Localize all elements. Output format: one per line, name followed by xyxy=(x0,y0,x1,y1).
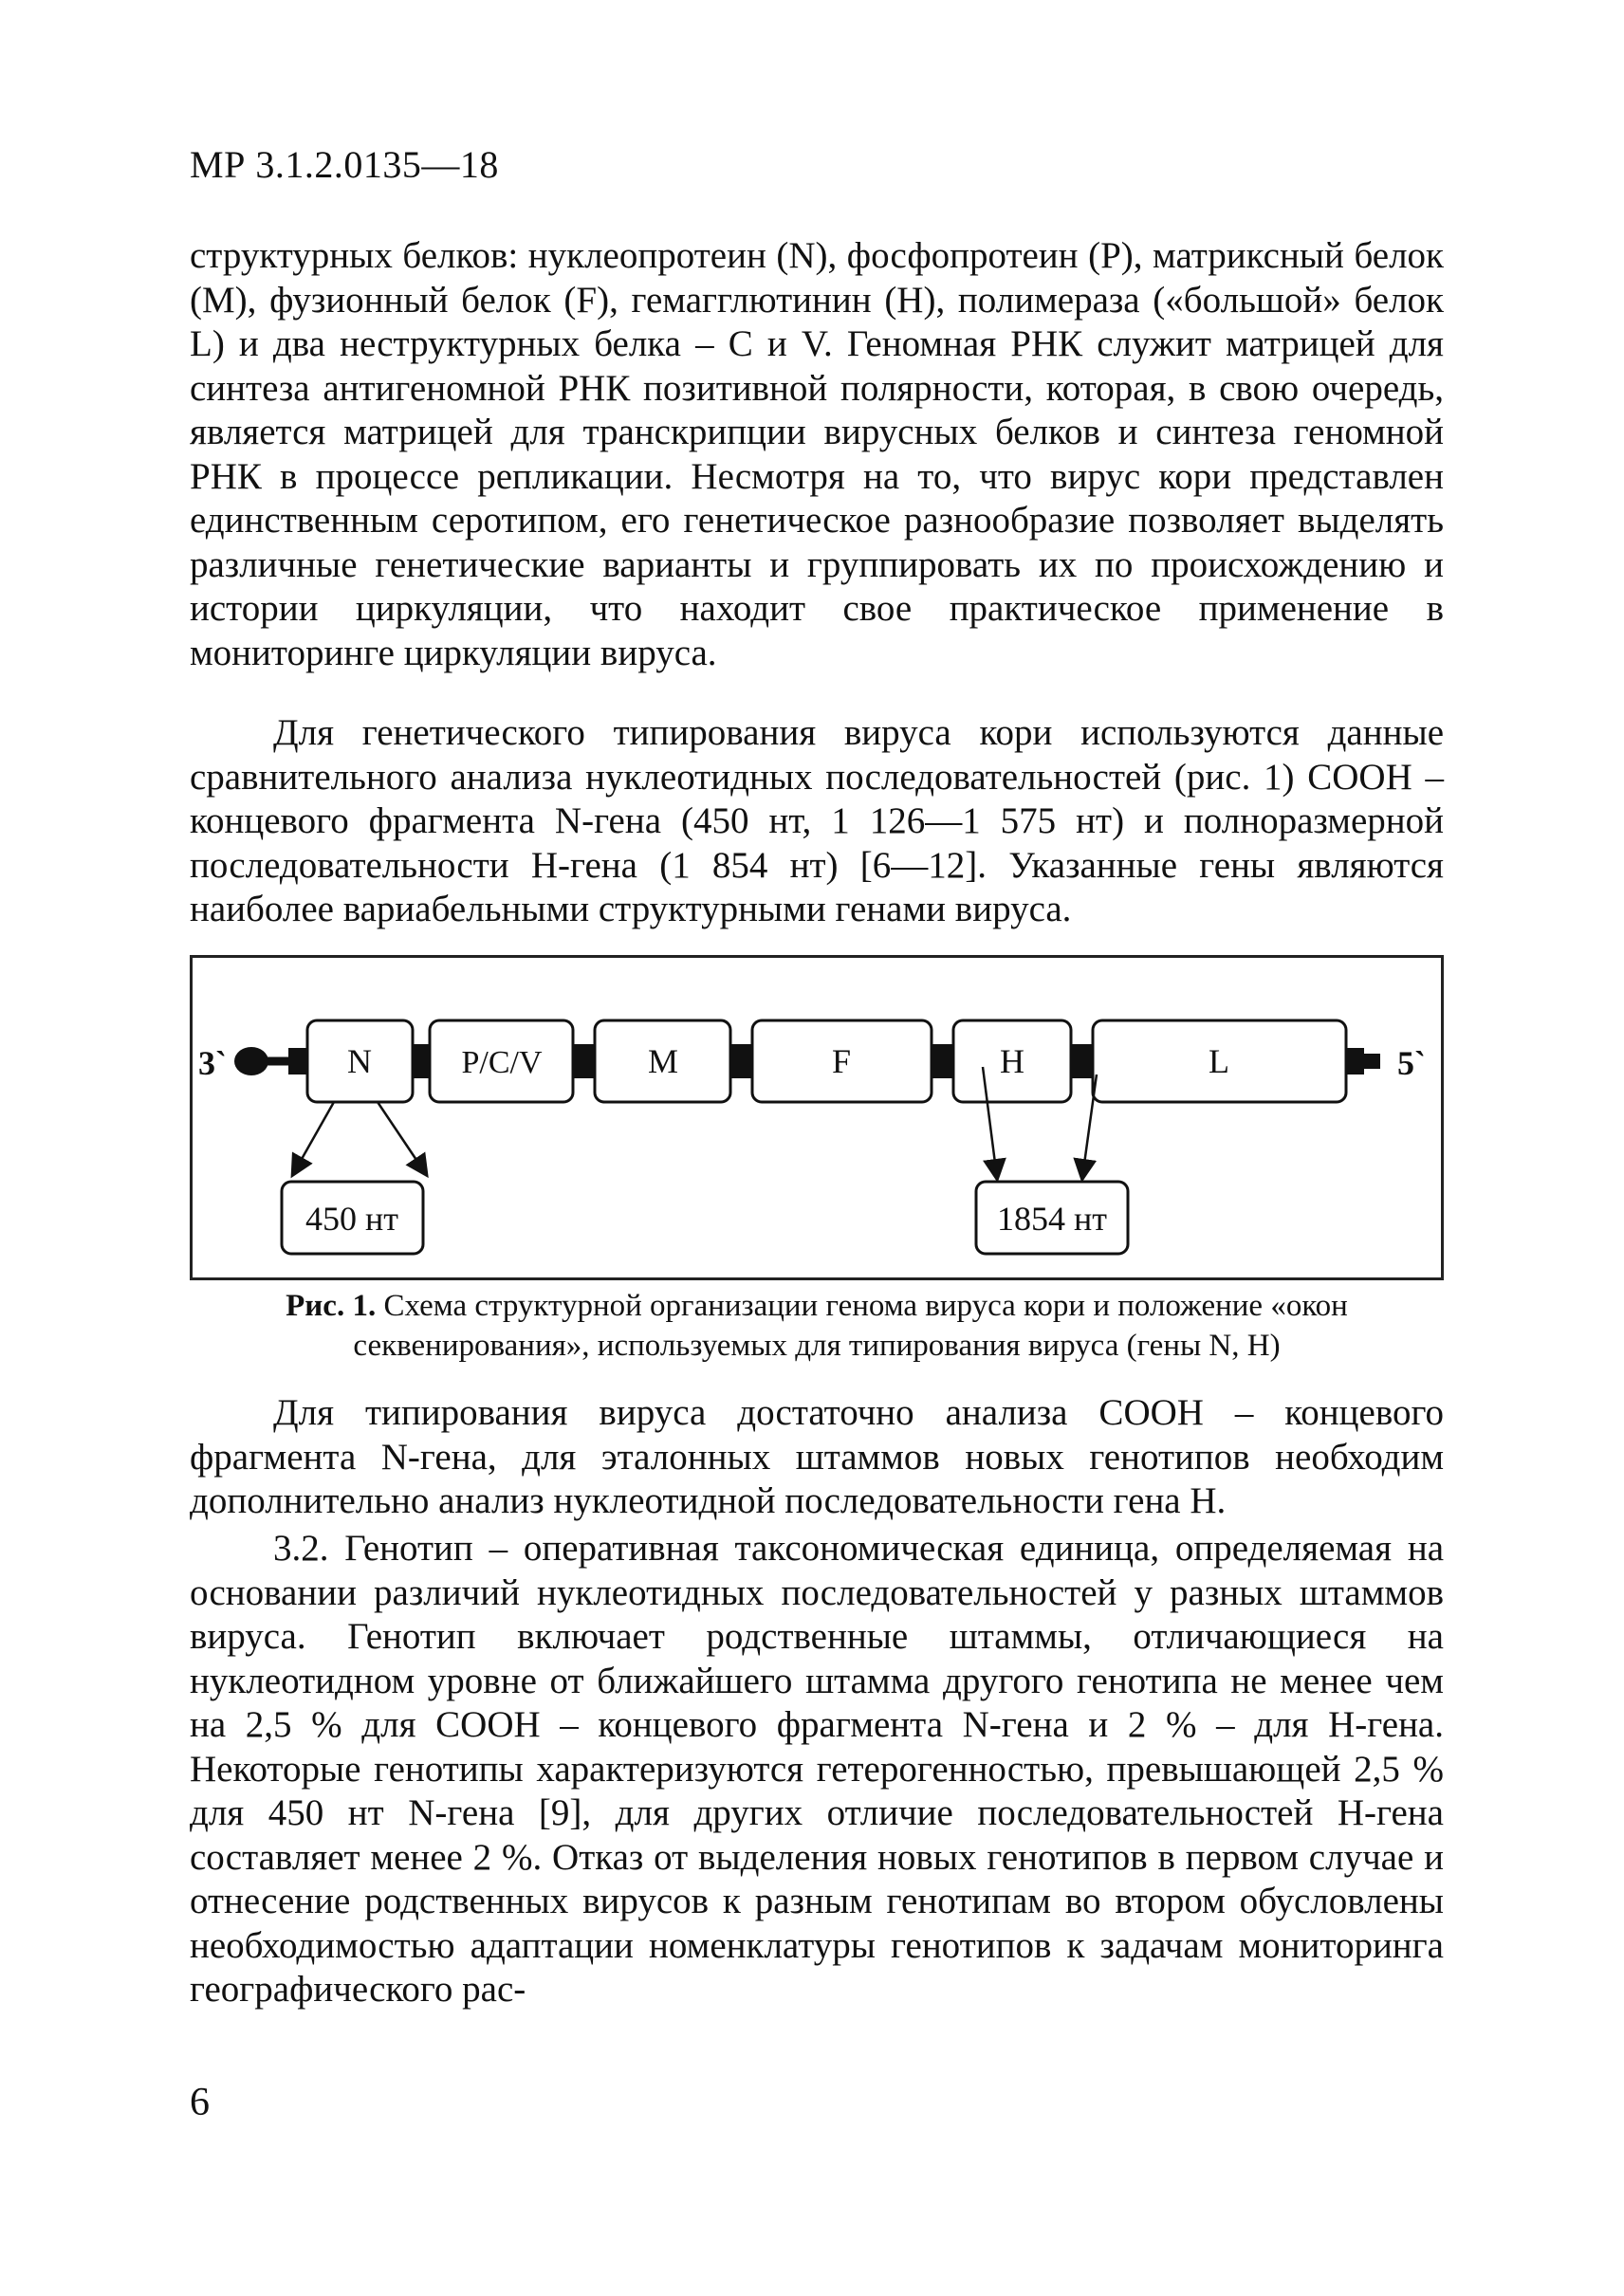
arrow-h-right xyxy=(1082,1075,1097,1178)
gene-label-l: L xyxy=(1209,1042,1229,1080)
genome-diagram-figure xyxy=(190,955,1444,1280)
paragraph-typing-analysis: Для типирования вируса достаточно анализа СООН – концевого фрагмента N-гена, для эталонных штаммов новых генотипов необходим дополнительно анализ нуклеотидной последовательности гена Н. xyxy=(190,1392,1444,1521)
figure-caption xyxy=(190,1286,1444,1366)
junction-block xyxy=(572,1044,595,1078)
three-prime-end-cap xyxy=(234,1047,268,1075)
paragraph-genetic-typing: Для генетического типирования вируса кори используются данные сравнительного анализа нуклеотидных последовательностей (рис. 1) СООН – концевого фрагмента N-гена (450 нт, 1 126—1 575 нт) и полноразмерной последовательности Н-гена (1 854 нт) [6—12]. Указанные гены являются наиболее вариабельными структурными генами вируса. xyxy=(190,712,1444,929)
arrow-n-left xyxy=(293,1102,334,1174)
document-code: МР 3.1.2.0135—18 xyxy=(190,143,499,186)
window-label-n: 450 нт xyxy=(305,1200,398,1238)
arrow-n-right xyxy=(378,1102,426,1174)
gene-label-m: M xyxy=(647,1042,679,1080)
junction-block xyxy=(1070,1044,1093,1078)
gene-label-h: H xyxy=(1000,1042,1024,1080)
paragraph-genome-proteins: структурных белков: нуклеопротеин (N), фосфопротеин (P), матриксный белок (M), фузионный белок (F), гемагглютинин (H), полимераза («большой» белок L) и два неструктурных белка – С и V. Геномная РНК служит матрицей для синтеза антигеномной РНК позитивной полярности, которая, в свою очередь, является матрицей для транскрипции вирусных белков и синтеза геномной РНК в процессе репликации. Несмотря на то, что вирус кори представлен единственным серотипом, его генетическое разнообразие позволяет выделять различные генетические варианты и группировать их по происхождению и истории циркуляции, что находит свое практическое применение в мониторинге циркуляции вируса. xyxy=(190,235,1444,673)
figure-caption-text: Схема структурной организации генома вируса кори и положение «окон секвенирования», используемых для типирования вируса (гены N, H) xyxy=(353,1289,1348,1363)
genome-diagram xyxy=(193,958,1441,1277)
page-number: 6 xyxy=(190,2081,210,2124)
paragraph-genotype-definition: 3.2. Генотип – оперативная таксономическая единица, определяемая на основании различий нуклеотидных последовательностей у разных штаммов вируса. Генотип включает родственные штаммы, отличающиеся на нуклеотидном уровне от ближайшего штамма другого генотипа не менее чем на 2,5 % для СООН – концевого фрагмента N-гена и 2 % – для Н-гена. Некоторые генотипы характеризуются гетерогенностью, превышающей 2,5 % для 450 нт N-гена [9], для других отличие последовательностей Н-гена составляет менее 2 %. Отказ от выделения новых генотипов в первом случае и отнесение родственных вирусов к разным генотипам во втором обусловлены необходимостью адаптации номенклатуры генотипов к задачам мониторинга географического рас- xyxy=(190,1528,1444,2010)
end-label-5: 5` xyxy=(1397,1044,1426,1082)
figure-caption-label: Рис. 1. xyxy=(286,1289,377,1323)
gene-label-f: F xyxy=(831,1042,852,1080)
junction-block xyxy=(931,1044,953,1078)
junction-block xyxy=(729,1044,752,1078)
junction-block xyxy=(288,1048,307,1075)
gene-label-n: N xyxy=(347,1042,372,1080)
junction-block xyxy=(412,1044,431,1078)
junction-block xyxy=(1345,1048,1364,1075)
window-label-h: 1854 нт xyxy=(997,1200,1107,1238)
end-label-3: 3` xyxy=(198,1044,227,1082)
gene-label-pcv: P/C/V xyxy=(461,1045,543,1080)
